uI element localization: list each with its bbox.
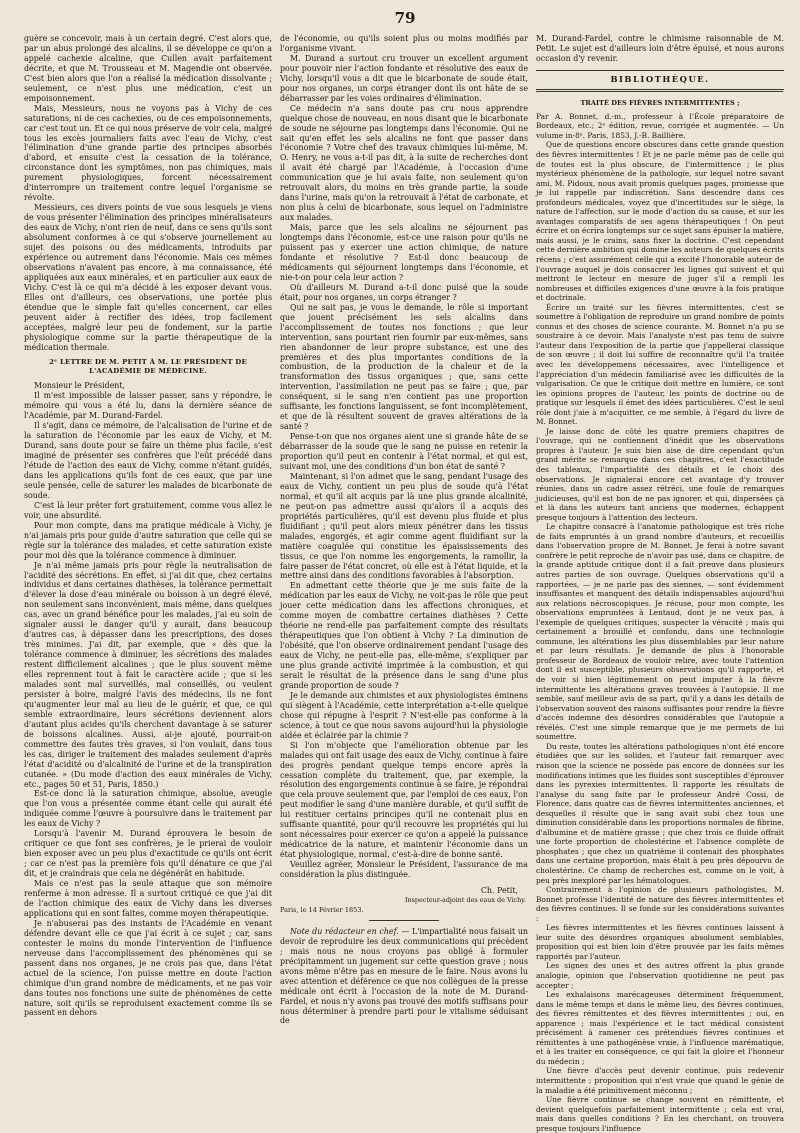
paragraph: Lorsqu'à l'avenir M. Durand éprouvera le besoin de critiquer ce que font ses confrères, je le prierai de vouloir bien exposer avec un peu plus d'exactitude ce qu'ils ont écrit ; car ce n'est pas la première fois qu'il dénature ce que j'ai dit, et je craindrais que cela ne dégénérât en habitude. [24,829,272,879]
paragraph: Est-ce donc là la saturation chimique, absolue, aveugle que l'on vous a présentée comme étant celle qui aurait été indiquée comme l'œuvre à poursuivre dans le traitement par les eaux de Vichy ? [24,789,272,829]
paragraph: Je laisse donc de côté les quatre premiers chapitres de l'ouvrage, qui ne contiennent d'inédit que les observations propres à l'auteur. Je suis bien aise de dire cependant qu'un grand mérite se remarque dans ces chapitres, c'est l'exactitude des tableaux, l'impartialité des détails et le choix des observations. Je signalerai encore cet avantage d'y trouver réunies, dans un cadre assez rétréci, une foule de remarques judicieuses, qu'il est bon de ne pas ignorer, et qui, dispersées çà et là dans les auteurs tant anciens que modernes, échappent presque toujours à l'attention des lecteurs. [536,426,784,522]
page-number: 79 [394,9,416,27]
article-title: TRAITÉ DES FIÈVRES INTERMITTENTES ; [580,98,740,107]
editor-note-lead: Note du rédacteur en chef. [290,926,399,936]
paragraph: Ce médecin n'a sans doute pas cru nous apprendre quelque chose de nouveau, en nous disant que le bicarbonate de soude ne séjourne pas longtemps dans l'économie. Qui ne sait qu'en effet les sels alcalins ne font que passer dans l'économie ? Votre chef des travaux chimiques lui-même, M. O. Henry, ne vous a-t-il pas dit, à la suite de recherches dont il avait été chargé par l'Académie, à l'occasion d'une communication que je lui avais faite, non seulement qu'on retrouvait alors, du moins en très grande partie, la soude dans l'urine, mais qu'on la retrouvait à l'état de carbonate, et non plus à celui de bicarbonate, sous lequel on l'administre aux malades. [280,103,528,223]
dateline: Paris, le 14 Février 1853. [280,905,364,914]
double-divider [536,89,784,93]
paragraph: Je n'ai même jamais pris pour règle la neutralisation de l'acidité des sécrétions. En effet, si j'ai dit que, chez certains individus et dans certaines diathèses, la tolérance permettait d'élever la dose d'eau minérale ou boisson à un degré élevé, non seulement sans inconvénient, mais même, dans quelques cas, avec un grand bénéfice pour les malades, j'ai eu soin de signaler aussi le danger qu'il y aurait, dans beaucoup d'autres cas, à dépasser dans les prescriptions, des doses très minimes. J'ai dit, par exemple, que « dès que la tolérance commence à diminuer, les sécrétions des malades restent difficilement alcalines ; que le plus souvent même elles reprennent tout à fait le caractère acide ; que si les malades sont mal surveillés, mal conseillés, ou veulent persister à boire, malgré l'avis des médecins, ils ne font qu'augmenter leur mal au lieu de le guérir, et que, ce qui semble extraordinaire, leurs sécrétions deviennent alors d'autant plus acides qu'ils cherchent davantage à se saturer de boissons alcalines. Aussi, ai-je ajouté, pourrait-on commettre des fautes très graves, si l'on voulait, dans tous les cas, diriger le traitement des malades seulement d'après l'état d'acidité ou d'alcalinité de l'urine et de la transpiration cutanée. » (Du mode d'action des eaux minérales de Vichy, etc., pages 50 et 51, Paris, 1850.) [24,560,272,789]
paragraph: C'est là leur prêter fort gratuitement, comme vous allez le voir, une absurdité. [24,500,272,520]
book-reference: Par A. Bonnet, d.-m., professeur à l'École préparatoire de Bordeaux, etc.; 2ᵉ édition, revue, corrigée et augmentée. — Un volume in-8ᵉ. Paris, 1853, J.-B. Baillière. [536,111,784,140]
paragraph: Qui ne sait pas, je vous le demande, le rôle si important que jouent précisément les sels alcalins dans l'accomplissement de toutes nos fonctions ; que leur intervention, sans pourtant rien fournir par eux-mêmes, sans rien abandonner de leur propre substance, est une des premières et des plus importantes conditions de la combustion, de la production de la chaleur et de la transformation des tissus organiques ; que, sans cette intervention, l'assimilation ne peut pas se faire ; que, par conséquent, si le sang n'en contient pas une proportion suffisante, les fonctions languissent, se font incomplètement, et que de là résultent souvent de graves altérations de la santé ? [280,302,528,432]
paragraph: Du reste, toutes les altérations pathologiques n'ont été encore étudiées que sur les solides, et l'auteur fait remarquer avec raison que la science ne possède pas encore de données sur les modifications intimes que les fluides sont susceptibles d'éprouver dans les pyrexies intermittentes. Il rapporte les résultats de l'analyse du sang faite par le professeur André Cossi, de Florence, dans quatre cas de fièvres intermittentes anciennes, et desquelles il résulte que le sang avait subi chez tous une diminution considérable dans les proportions normales de fibrine, d'albumine et de matière grasse ; que chez trois ce fluide offrait une forte proportion de cholestérine et l'absence complète de phosphates ; que chez un quatrième il contenait des phosphates dans une certaine proportion, mais était à peu près dépourvu de cholestérine. Ce champ de recherches est, comme on le voit, à peu près inexploré par les hématologues. [536,741,784,885]
column-3 [536,34,784,1133]
paragraph: Mais ce n'est pas la seule attaque que son mémoire renferme à mon adresse. Il a surtout critiqué ce que j'ai dit de l'action chimique des eaux de Vichy dans les diverses applications qui en sont faites, comme moyen thérapeutique. [24,879,272,918]
paragraph: de l'économie, ou qu'ils soient plus ou moins modifiés par l'organisme vivant. [280,34,528,53]
paragraph: Le chapitre consacré à l'anatomie pathologique est très riche de faits empruntés à un grand nombre d'auteurs, et recueillis dans l'observation propre de M. Bonnet. Je ferai à notre savant confrère le petit reproche de n'avoir pas usé, dans ce chapitre, de la grande aptitude critique dont il a fait preuve dans plusieurs autres parties de son ouvrage. Quelques observations qu'il a rapportées, — je ne parle pas des siennes, — sont évidemment insuffisantes et manquent des détails indispensables aujourd'hui aux relations nécroscopiques. Je récuse, pour mon compte, les observations empruntées à Lentaud, dont je ne veux pas, à l'exemple de quelques critiques, suspecter la véracité ; mais qui certainement a brouillé et confondu, dans une technologie commune, les altérations les plus dissemblables par leur nature et par leurs résultats. Je demande de plus à l'honorable professeur de Bordeaux de vouloir relire, avec toute l'attention dont il est susceptible, plusieurs observations qu'il rapporte, et de voir si bien légitimement on peut imputer à la fièvre intermittente les altérations graves trouvées à l'autopsie. Il me semble, sauf meilleur avis de sa part, qu'il y a dans les détails de l'observation souvent des raisons suffisantes pour rendre la fièvre d'accès indemne des désordres considérables que l'autopsie a révélés. C'est une simple remarque que je me permets de lui soumettre. [536,522,784,742]
letter-heading: 2ᵉ LETTRE DE M. PETIT À M. LE PRÉSIDENT DE L'ACADÉMIE DE MÉDECINE. [49,357,247,376]
signature: Ch. Petit, [480,886,518,896]
paragraph: M. Durand-Fardel, contre le chimisme raisonnable de M. Petit. Le sujet est d'ailleurs loin d'être épuisé, et nous aurons occasion d'y revenir. [536,34,784,63]
section-title: BIBLIOTHÈQUE. [610,73,710,84]
column-2 [280,34,528,1096]
editor-note [280,927,528,1027]
paragraph: Que de questions encore obscures dans cette grande question des fièvres intermittentes ! Et je ne parle même pas de celle qui de toutes est la plus obscure, de l'intermittence ; le plus mystérieux phénomène de la pathologie, sur lequel notre savant ami, M. Pidoux, nous avait promis quelques pages, promesse que je lui rappelle par indiscrétion. Sans descendre dans ces profondeurs médicales, voyez que d'incertitudes sur le siège, la nature de l'affection, sur le mode d'action du sa cause, et sur les avantages comparatifs de ses agens thérapeutiques ! On peut écrire et on écrira longtemps sur ce sujet sans épuiser la matière, mais aussi, je le crains, sans fixer la doctrine. C'est cependant cette dernière ambition qui domine les auteurs de quelques écrits récens ; c'est assurément celle qui a excité l'honorable auteur de l'ouvrage auquel je dois consacrer les lignes qui suivent et qui mettront le lecteur en mesure de juger s'il a rempli les nombreuses et difficiles exigences d'une œuvre à la fois pratique et doctrinale. [536,140,784,303]
salutation: Monsieur le Président, [34,381,126,391]
paragraph: Si l'on m'objecte que l'amélioration obtenue par les malades qui ont fait usage des eaux de Vichy, continue à faire des progrès pendant quelque temps encore après la cessation complète du traitement, que, par exemple, la résolution des engorgements continue à se faire, je répondrai que cela prouve seulement que, par l'emploi de ces eaux, l'on peut modifier le sang d'une manière durable, et qu'il suffit de lui restituer certains principes qu'il ne contenait plus en suffisante quantité, pour qu'il recouvre les propriétés qui lui sont nécessaires pour exercer ce qu'on a appelé la puissance médicatrice de la nature, et maintenir l'économie dans un état physiologique, normal, c'est-à-dire de bonne santé. [280,740,528,860]
paragraph: Maintenant, si l'on admet que le sang, pendant l'usage des eaux de Vichy, contient un peu plus de soude qu'à l'état normal, et qu'il ait acquis par là une plus grande alcalinité, ne peut-on pas admettre aussi qu'alors il a acquis des propriétés particulières, qu'il est devenu plus fluide et plus fluidifiant ; qu'il peut alors mieux pénétrer dans les tissus malades, engorgés, et agir comme agent fluidifiant sur la matière coagulée qui constitue les épaississements des tissus, ce que l'on nomme les engorgements, la ramollir, la faire passer de l'état concret, où elle est à l'état liquide, et la mettre ainsi dans des conditions favorables à l'absorption. [280,471,528,581]
signature-title: Inspecteur-adjoint des eaux de Vichy. [404,895,526,904]
paragraph: Mais, parce que les sels alcalins ne séjournent pas longtemps dans l'économie, est-ce une raison pour qu'ils ne puissent pas y exercer une action chimique, de nature fondante et résolutive ? Est-il donc beaucoup de médicaments qui séjournent longtemps dans l'économie, et nie-t-on pour cela leur action ? [280,223,528,282]
paragraph: Les exhalaisons marécageuses déterminent fréquemment, dans le même temps et dans le même lieu, des fièvres continues, des fièvres rémittentes et des fièvres intermittentes ; oui, en apparence ; mais l'expérience et le tact médical consistent précisément à ramener ces prétendues fièvres continues et rémittentes à une pathogénèse vraie, à l'influence marématique, et à les traiter en conséquence, ce qui fait la gloire et l'honneur du médecin ; [536,990,784,1066]
paragraph: M. Durand a surtout cru trouver un excellent argument pour pouvoir nier l'action fondante et résolutive des eaux de Vichy, lorsqu'il vous a dit que le bicarbonate de soude était, pour nos organes, un corps étranger dont ils ont hâte de se débarrasser par les voies ordinaires d'élimination. [280,53,528,103]
column-1 [24,34,272,1096]
paragraph: Une fièvre continue se change souvent en rémittente, et devient quelquefois parfaitement intermittente ; cela est vrai, mais dans quelles conditions ? En les cherchant, on trouvera presque toujours l'influence [536,1095,784,1133]
paragraph: Contrairement à l'opinion de plusieurs pathologistes, M. Bonnet professe l'identité de nature des fièvres intermittentes et des fièvres continues. Il se fonde sur les considérations suivantes : [536,885,784,923]
divider [536,70,784,71]
paragraph: En admettant cette théorie que je me suis faite de la médication par les eaux de Vichy, ne voit-pas le rôle que peut jouer cette médication dans les affections chroniques, et comme moyen de combattre certaines diathèses ? Cette théorie ne rend-elle pas parfaitement compte des résultats thérapeutiques que l'on obtient à Vichy ? La diminution de l'obésité, que l'on observe ordinairement pendant l'usage des eaux de Vichy, ne peut-elle pas, elle-même, s'expliquer par une plus grande activité imprimée à la combustion, et qui serait le résultat de la présence dans le sang d'une plus grande proportion de soude ? [280,581,528,690]
paragraph: Pense-t-on que nos organes aient une si grande hâte de se débarrasser de la soude que le sang ne puisse en retenir la proportion qu'il peut en contenir à l'état normal, et qui est, suivant moi, une des conditions d'un bon état de santé ? [280,432,528,471]
paragraph: Messieurs, ces divers points de vue sous lesquels je viens de vous présenter l'élimination des principes minéralisateurs des eaux de Vichy, n'ont rien de neuf, dans ce sens qu'ils sont absolument conformes à ce qui s'observe journellement au sujet des poisons ou des médicaments, introduits par expérience ou autrement dans l'économie. Mais ces mêmes observations n'avaient pas encore, à ma connaissance, été appliquées aux eaux minérales, et en particulier aux eaux de Vichy. C'est là ce qui m'a décidé à les exposer devant vous. Elles ont d'ailleurs, ces observations, une portée plus étendue que le simple fait qu'elles concernent, car elles peuvent aider à rectifier des idées, trop facilement acceptées, malgré leur peu de fondement, sur la partie physiologique comme sur la partie thérapeutique de la médication thermale. [24,203,272,352]
paragraph: Pour mon compte, dans ma pratique médicale à Vichy, je n'ai jamais pris pour guide d'autre saturation que celle qui se règle sur la tolérance des malades, et cette saturation existe pour moi dès que la tolérance commence à diminuer. [24,520,272,560]
paragraph: Il m'est impossible de laisser passer, sans y répondre, le mémoire qui vous a été lu, dans la dernière séance de l'Académie, par M. Durand-Fardel. [24,391,272,421]
paragraph: Une fièvre d'accès peut devenir continue, puis redevenir intermittente ; proposition qui n'est vraie que quand le génie de la maladie a été primitivement méconnu ; [536,1066,784,1095]
paragraph: Je le demande aux chimistes et aux physiologistes éminens qui siègent à l'Académie, cette interprétation a-t-elle quelque chose qui répugne à l'esprit ? N'est-elle pas conforme à la science, à tout ce que nous savons aujourd'hui la physiologie aidée et éclairée par la chimie ? [280,690,528,740]
paragraph: Veuillez agréer, Monsieur le Président, l'assurance de ma considération la plus distinguée. [280,860,528,880]
columns [24,34,786,1133]
paragraph: Les fièvres intermittentes et les fièvres continues laissent à leur suite des désordres organiques absolument semblables, proposition qui est bien loin d'être prouvée par les faits mêmes rapportés par l'auteur. [536,923,784,961]
paragraph: Où d'ailleurs M. Durand a-t-il donc puisé que la soude était, pour nos organes, un corps étranger ? [280,282,528,302]
editor-note-text: — L'impartialité nous faisait un devoir de reproduire les deux communications qui précèdent ; mais nous ne nous croyons pas obligé à formuler précipitamment un jugement sur cette question grave ; nous avons même n'être pas en mesure de le faire. Nous avons lu avec attention et déférence ce que nos collègues de la presse médicale ont écrit à l'occasion de la note de M. Durand-Fardel, et nous n'y avons pas trouvé des motifs suffisans pour nous déterminer à prendre parti pour le vitalisme séduisant de [280,926,529,1026]
paragraph: guère se concevoir, mais à un certain degré. C'est alors que, par un abus prolongé des alcalins, il se développe ce qu'on a appelé cachexie alcaline, que Cullen avait parfaitement décrite, et que M. Trousseau et M. Magendie ont observée. C'est bien alors que l'on a réalisé la médication dissolvante ; seulement, ce n'est plus une médication, c'est un empoisonnement. [24,34,272,103]
paragraph: Je n'abuserai pas des instants de l'Académie en venant défendre devant elle ce que j'ai écrit à ce sujet ; car, sans contester le moins du monde l'intervention de l'influence nerveuse dans l'accomplissement des phénomènes qui se passent dans nos organes, je ne crois pas que, dans l'état actuel de la science, l'on puisse mettre en doute l'action chimique d'un grand nombre de médicaments, et ne pas voir dans toutes nos fonctions une suite de phénomènes de cette nature, soit qu'ils se reproduisent exactement comme ils se passent en dehors [24,918,272,1018]
paragraph: Il s'agit, dans ce mémoire, de l'alcalisation de l'urine et de la saturation de l'économie par les eaux de Vichy, et M. Durand, sans doute pour se faire un thème plus facile, s'est imaginé de présenter ses confrères que l'eût précédé dans l'étude de l'action des eaux de Vichy, comme n'étant guidés, dans les applications qu'ils font de ces eaux, que par une seule pensée, celle de saturer les malades de bicarbonate de soude. [24,421,272,500]
divider [369,920,439,921]
paragraph: Les signes des unes et des autres offrent la plus grande analogie, opinion que l'observation quotidienne ne peut pas accepter ; [536,961,784,990]
paragraph: Écrire un traité sur les fièvres intermittentes, c'est se soumettre à l'obligation de reproduire un grand nombre de points connus et des choses de science courante. M. Bonnet n'a pu se soustraire à ce devoir. Mais l'analyste n'est pas tenu de suivre l'auteur dans l'exposition de la partie que j'appellerai classique de son œuvre ; il doit lui suffire de reconnaître qu'il l'a traitée avec les développemens nécessaires, avec l'intelligence et l'appréciation d'un médecin familiarisé avec les difficultés de la vulgarisation. Ce que le critique doit mettre en lumière, ce sont les opinions propres de l'auteur, les points de doctrine ou de pratique sur lesquels il émet des idées particulières. C'est le seul rôle dont j'aie à m'acquitter, ce me semble, à l'égard du livre de M. Bonnet. [536,302,784,427]
paragraph: Mais, Messieurs, nous ne voyons pas à Vichy de ces saturations, ni de ces cachexies, ou de ces empoisonnements, car c'est tout un. Et ce qui nous préserve de voir cela, malgré tous les excès journaliers faits avec l'eau de Vichy, c'est l'élimination d'une grande partie des principes absorbés d'abord, et ensuite c'est la cessation de la tolérance, circonstance dont les symptômes, non pas chimiques, mais purement physiologiques, forcent nécessairement d'interrompre un traitement contre lequel l'organisme se révolte. [24,103,272,203]
